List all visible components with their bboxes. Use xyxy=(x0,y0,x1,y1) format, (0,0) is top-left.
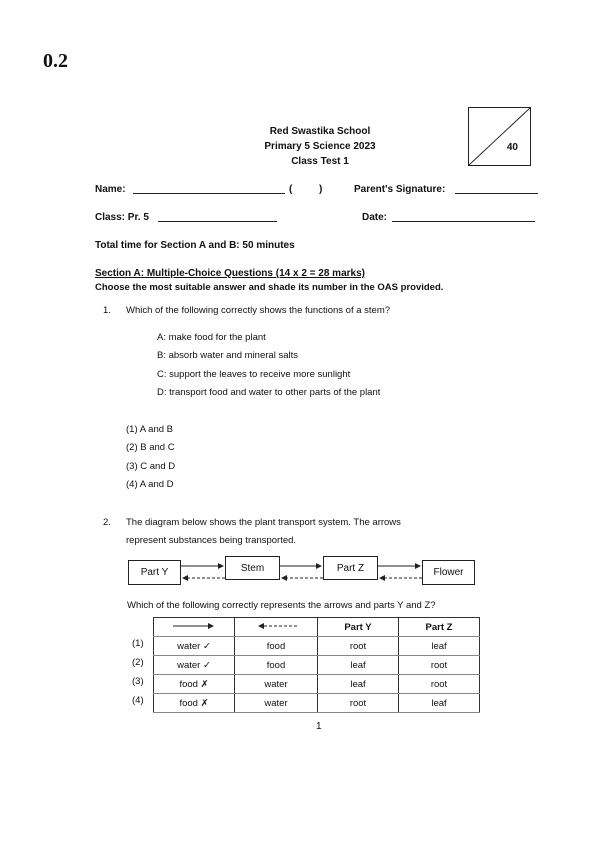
section-a-instruction: Choose the most suitable answer and shade its number in the OAS provided. xyxy=(95,282,444,293)
table-row[interactable] xyxy=(154,694,480,713)
table-cell: water xyxy=(177,659,201,671)
index-paren-close: ) xyxy=(319,184,323,195)
table-cell: food xyxy=(235,656,318,675)
test-title: Class Test 1 xyxy=(291,156,349,167)
table-cell: water xyxy=(235,694,318,713)
row-label: (2) xyxy=(132,657,144,668)
table-cell: water xyxy=(235,675,318,694)
diagram-box-part-y: Part Y xyxy=(128,560,181,585)
table-row[interactable] xyxy=(154,656,480,675)
class-label: Class: Pr. 5 xyxy=(95,212,149,223)
table-cell: leaf xyxy=(318,675,399,694)
table-cell: food xyxy=(235,637,318,656)
cross-icon: ✗ xyxy=(200,697,209,709)
section-a-title: Section A: Multiple-Choice Questions (14 x 2 = 28 marks) xyxy=(95,268,365,279)
table-cell: water xyxy=(177,640,201,652)
table-cell: leaf xyxy=(399,694,480,713)
tick-icon: ✓ xyxy=(202,640,211,652)
q1-option[interactable]: (2) B and C xyxy=(126,442,175,453)
q2-number: 2. xyxy=(103,517,111,528)
diagram-box-stem: Stem xyxy=(225,556,280,580)
table-row[interactable] xyxy=(154,637,480,656)
table-row[interactable] xyxy=(154,675,480,694)
diagram-box-part-z: Part Z xyxy=(323,556,378,580)
header-solid-arrow-icon xyxy=(154,618,235,637)
diagram-box-flower: Flower xyxy=(422,560,475,585)
table-cell: food xyxy=(179,678,198,690)
table-cell: food xyxy=(179,697,198,709)
table-header-row xyxy=(154,618,480,637)
page-corner-label: 0.2 xyxy=(43,50,68,72)
score-total: 40 xyxy=(506,142,518,153)
q2-prompt: Which of the following correctly represents the arrows and parts Y and Z? xyxy=(127,600,436,611)
time-note: Total time for Section A and B: 50 minutes xyxy=(95,240,295,251)
q1-option[interactable]: (3) C and D xyxy=(126,461,176,472)
q1-statement: A: make food for the plant xyxy=(157,332,266,343)
name-label: Name: xyxy=(95,184,126,195)
q1-text: Which of the following correctly shows the functions of a stem? xyxy=(126,305,391,316)
parent-signature-label: Parent's Signature: xyxy=(354,184,446,195)
q1-statement: D: transport food and water to other parts of the plant xyxy=(157,387,381,398)
header-part-z: Part Z xyxy=(399,618,480,637)
table-cell: root xyxy=(318,694,399,713)
cross-icon: ✗ xyxy=(200,678,209,690)
school-name: Red Swastika School xyxy=(269,126,371,137)
exam-title: Primary 5 Science 2023 xyxy=(264,141,376,152)
q1-statement: C: support the leaves to receive more sunlight xyxy=(157,369,351,380)
q2-text-line1: The diagram below shows the plant transport system. The arrows xyxy=(126,517,401,528)
header-dashed-arrow-icon xyxy=(235,618,318,637)
table-cell: leaf xyxy=(318,656,399,675)
table-cell: root xyxy=(318,637,399,656)
table-cell: root xyxy=(399,656,480,675)
table-cell: leaf xyxy=(399,637,480,656)
date-label: Date: xyxy=(362,212,388,223)
row-label: (4) xyxy=(132,695,144,706)
q1-option[interactable]: (4) A and D xyxy=(126,479,174,490)
tick-icon: ✓ xyxy=(202,659,211,671)
q1-number: 1. xyxy=(103,305,111,316)
header-part-y: Part Y xyxy=(318,618,399,637)
table-cell: root xyxy=(399,675,480,694)
page-number: 1 xyxy=(316,721,322,732)
row-label: (1) xyxy=(132,638,144,649)
q2-answer-table xyxy=(153,617,480,713)
q2-text-line2: represent substances being transported. xyxy=(126,535,297,546)
row-label: (3) xyxy=(132,676,144,687)
index-paren-open: ( xyxy=(289,184,293,195)
q1-statement: B: absorb water and mineral salts xyxy=(157,350,298,361)
q1-option[interactable]: (1) A and B xyxy=(126,424,174,435)
